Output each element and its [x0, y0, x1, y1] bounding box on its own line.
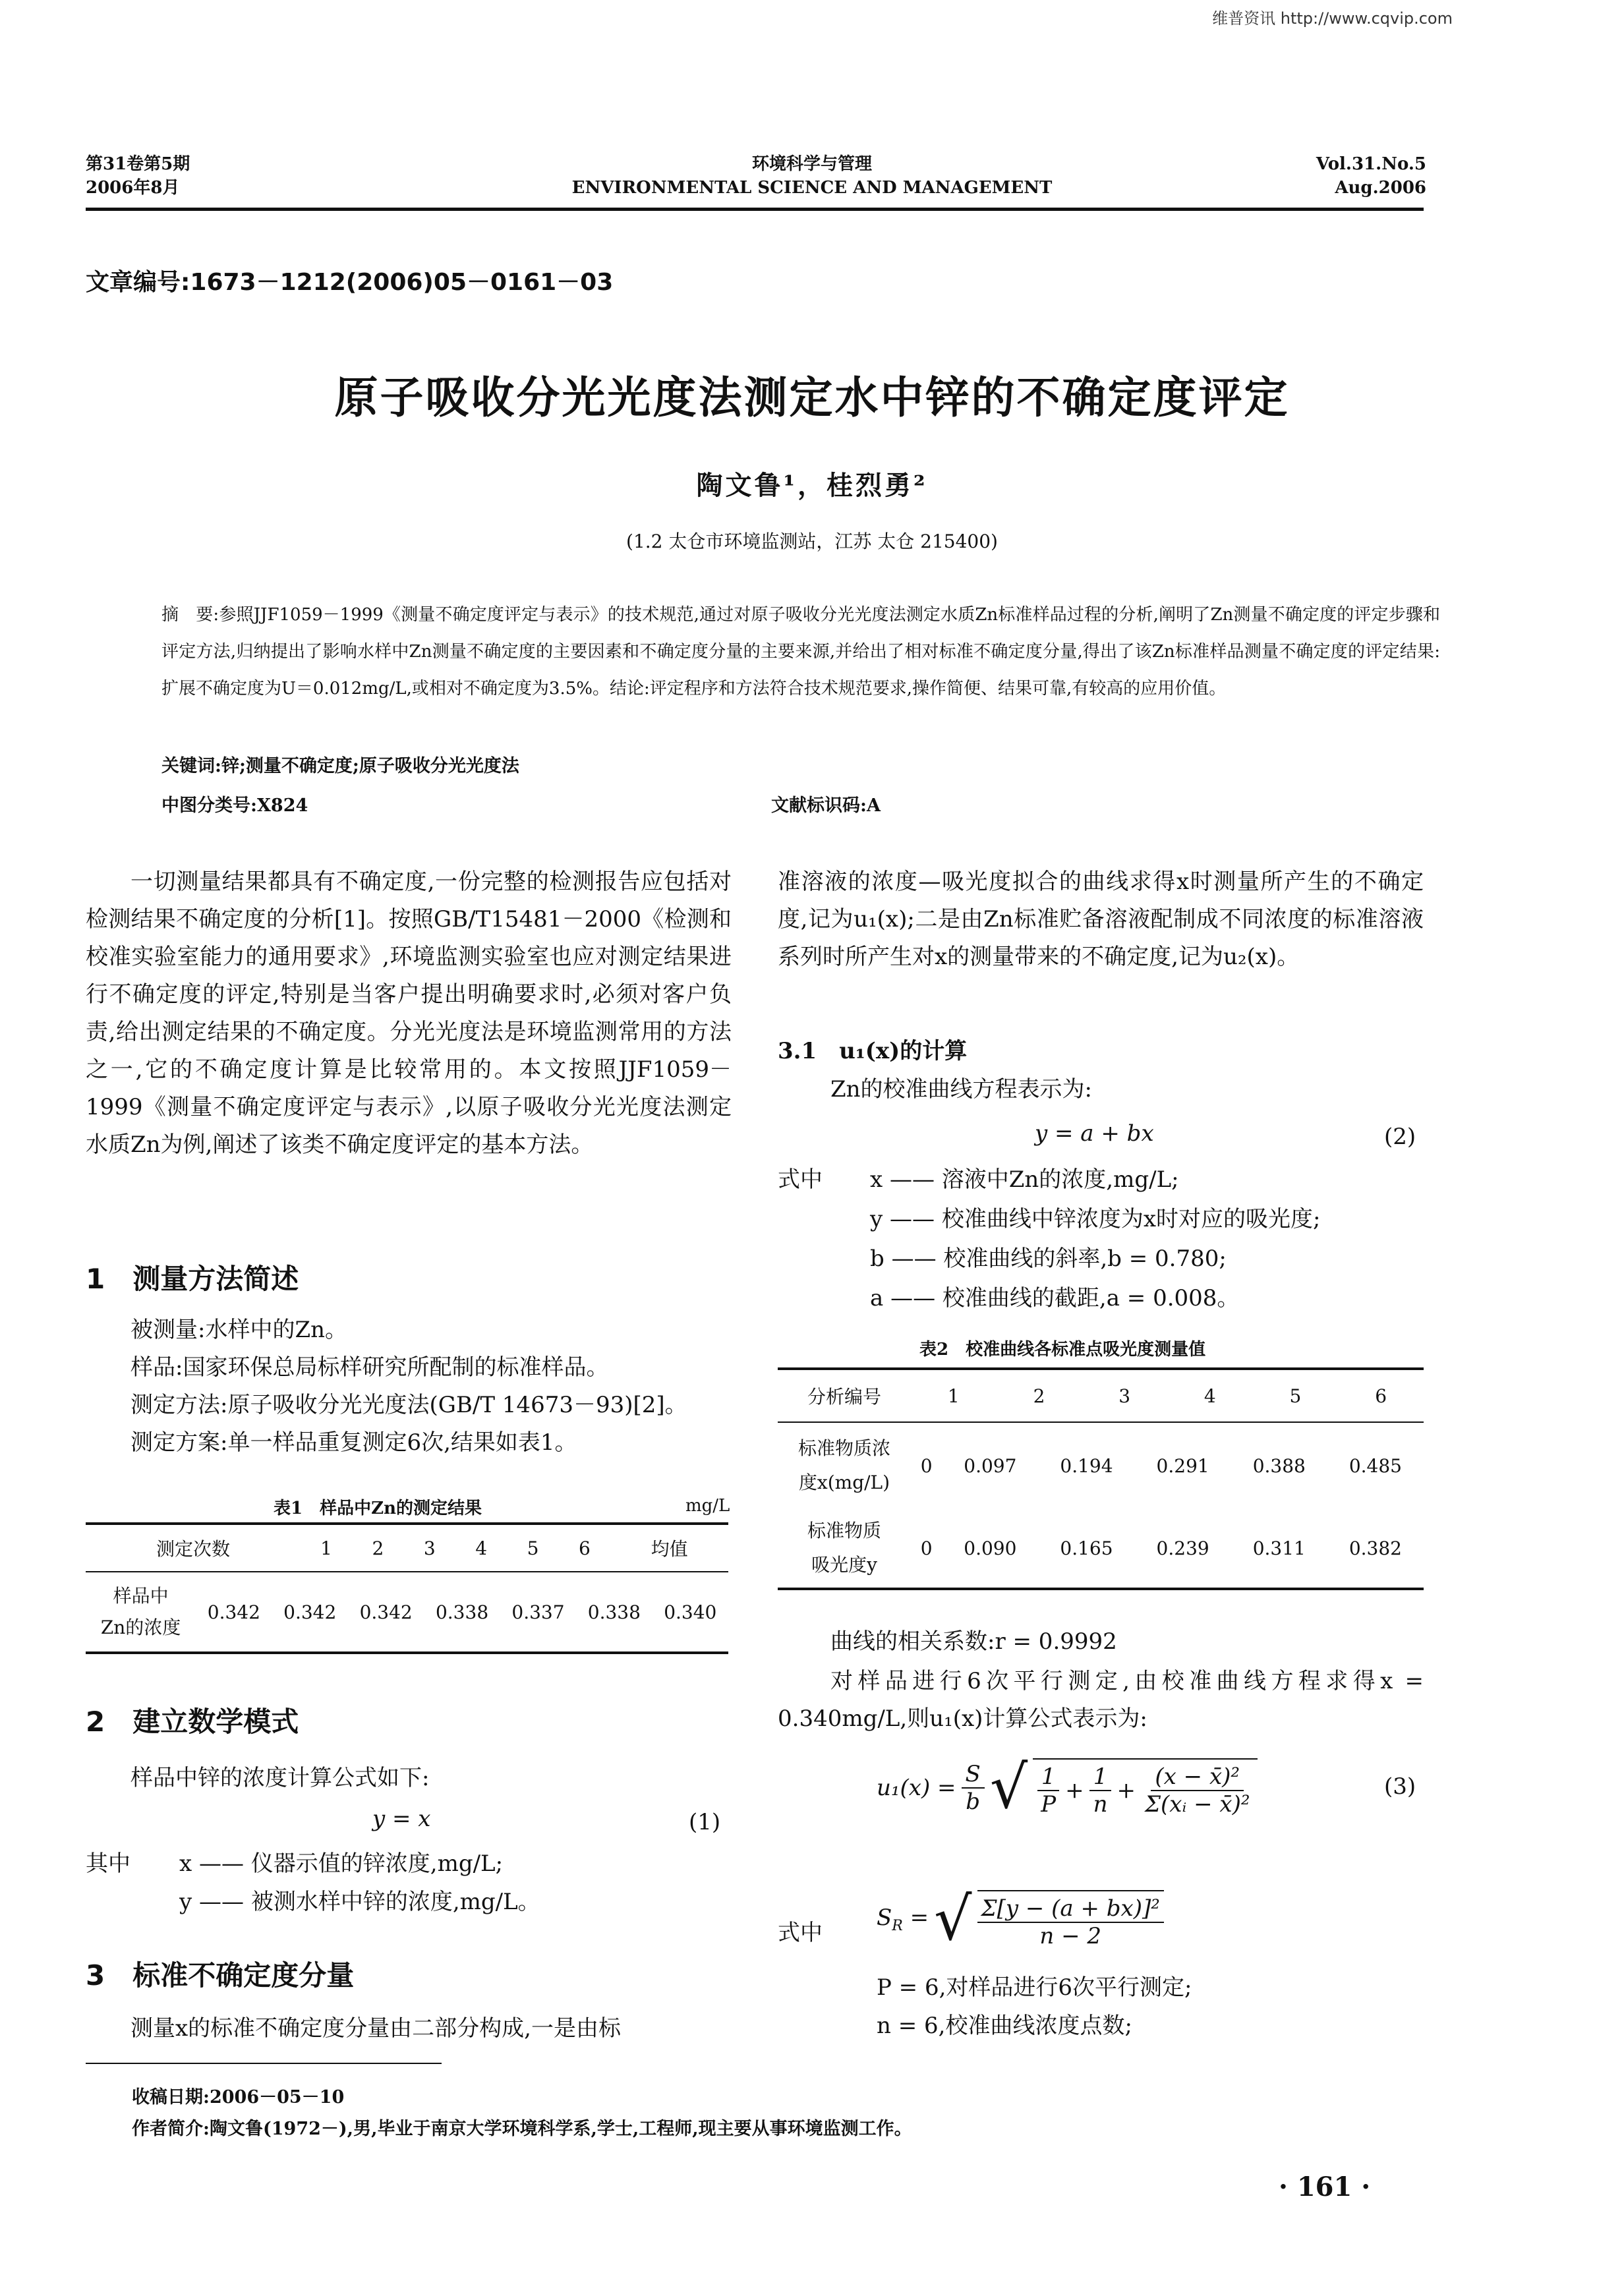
s1-measurand: 被测量:水样中的Zn。	[130, 1317, 347, 1343]
t1-cell: 0.340	[664, 1601, 717, 1623]
eq3-den: Σ(xᵢ − x̄)²	[1144, 1791, 1250, 1818]
t2-head: 2	[1033, 1385, 1045, 1407]
footnote-rule	[86, 2063, 442, 2064]
section-1-title: 1 测量方法简述	[86, 1263, 299, 1295]
definition-x: x —— 仪器示值的锌浓度,mg/L;	[179, 1851, 504, 1877]
t1-cell: 0.342	[283, 1601, 337, 1623]
sr-num: Σ[y − (a + bx)]²	[977, 1895, 1164, 1923]
journal-en: ENVIRONMENTAL SCIENCE AND MANAGEMENT	[571, 178, 1053, 198]
section-3-1-title: 3.1 u₁(x)的计算	[778, 1038, 968, 1064]
t2-cell: 0.239	[1156, 1537, 1209, 1559]
sqrt-icon: √	[934, 1885, 972, 1954]
received-date: 收稿日期:2006－05－10	[132, 2087, 345, 2108]
correlation-coefficient: 曲线的相关系数:r = 0.9992	[830, 1628, 1117, 1655]
t1-head: 1	[320, 1537, 332, 1559]
s1-scheme: 测定方案:单一样品重复测定6次,结果如表1。	[130, 1429, 577, 1456]
t1-rowlabel: Zn的浓度	[100, 1617, 181, 1638]
t2-cell: 0.311	[1252, 1537, 1306, 1559]
t2-cell: 0.291	[1156, 1454, 1209, 1477]
s3-text: 测量x的标准不确定度分量由二部分构成,一是由标	[130, 2015, 621, 2042]
where-label-2: 式中	[778, 1166, 823, 1193]
table-1-unit: mg/L	[685, 1496, 730, 1516]
table-1-caption: 表1 样品中Zn的测定结果	[274, 1499, 482, 1518]
t2-cell: 0.165	[1060, 1537, 1113, 1559]
t1-cell: 0.337	[511, 1601, 565, 1623]
equation-1-number: (1)	[689, 1809, 721, 1835]
table-2	[778, 1367, 1424, 1590]
author-bio: 作者简介:陶文鲁(1972－),男,毕业于南京大学环境科学系,学士,工程师,现主要从事环境监测工作。	[132, 2119, 912, 2139]
journal-cn: 环境科学与管理	[751, 154, 872, 174]
sample-measure-text: 对样品进行6次平行测定,由校准曲线方程求得x = 0.340mg/L,则u₁(x)计算公式表示为:	[778, 1668, 1424, 1732]
table-1	[86, 1522, 728, 1654]
table-2-caption: 表2 校准曲线各标准点吸光度测量值	[919, 1340, 1206, 1360]
t2-cell: 0.097	[964, 1454, 1017, 1477]
t2-head: 4	[1204, 1385, 1216, 1407]
eq3-P: P	[1041, 1791, 1057, 1818]
t2-head: 3	[1118, 1385, 1131, 1407]
eq3-one: 1	[1089, 1764, 1112, 1791]
equation-1: y = x	[372, 1806, 431, 1832]
t1-head: 5	[527, 1537, 539, 1559]
t2-rowlabel: 标准物质浓	[798, 1437, 890, 1459]
watermark: 维普资讯 http://www.cqvip.com	[1212, 9, 1453, 28]
t2-head: 分析编号	[807, 1386, 881, 1408]
date-en: Aug.2006	[1335, 178, 1426, 198]
t2-head: 6	[1375, 1385, 1387, 1407]
page-title: 原子吸收分光光度法测定水中锌的不确定度评定	[334, 372, 1290, 423]
eq3-num: (x − x̄)²	[1151, 1764, 1244, 1791]
sqrt-icon: √	[989, 1753, 1028, 1822]
eq3-lhs: u₁(x) =	[877, 1774, 956, 1801]
where-label-3: 式中	[778, 1920, 823, 1946]
classification: 中图分类号:X824	[161, 795, 308, 816]
where-label: 其中	[86, 1851, 130, 1877]
t2-cell: 0.090	[964, 1537, 1017, 1559]
t2-cell: 0.388	[1252, 1454, 1306, 1477]
sr-den: n − 2	[1039, 1922, 1102, 1949]
right-paragraph: 准溶液的浓度—吸光度拟合的曲线求得x时测量所产生的不确定度,记为u₁(x);二是由Zn标准贮备溶液配制成不同浓度的标准溶液系列时所产生对x的测量带来的不确定度,记为u₂(x)。	[778, 869, 1424, 970]
affiliation: (1.2 太仓市环境监测站，江苏 太仓 215400)	[626, 531, 998, 552]
t1-head: 6	[579, 1537, 591, 1559]
volume-en: Vol.31.No.5	[1316, 154, 1426, 174]
equation-2: y = a + bx	[1035, 1120, 1154, 1147]
eq3-n: n	[1093, 1791, 1108, 1818]
equation-3-number: (3)	[1384, 1773, 1416, 1800]
p-definition: P = 6,对样品进行6次平行测定;	[877, 1974, 1192, 2001]
def-a: a —— 校准曲线的截距,a = 0.008。	[870, 1285, 1240, 1311]
calibration-text: Zn的校准曲线方程表示为:	[830, 1076, 1092, 1103]
n-definition: n = 6,校准曲线浓度点数;	[877, 2013, 1132, 2039]
t1-head: 4	[475, 1537, 488, 1559]
t1-head: 均值	[651, 1538, 688, 1560]
t1-head: 测定次数	[156, 1538, 230, 1560]
eq3-one: 1	[1037, 1764, 1060, 1791]
t2-cell: 0.382	[1348, 1537, 1402, 1559]
t2-cell: 0.485	[1348, 1454, 1402, 1477]
t2-rowlabel: 度x(mg/L)	[798, 1472, 890, 1493]
volume-cn: 第31卷第5期	[86, 154, 190, 174]
t2-rowlabel: 标准物质	[807, 1520, 881, 1541]
equation-3: u₁(x) = $\frac{S}{b}$ √ $\frac{1}{P}$ + $\frac{1}{n}$ + $\frac{\text{(x − x̄)²}}{\text{Σ(xᵢ − x̄)²}}$	[877, 1753, 1258, 1822]
equation-2-number: (2)	[1384, 1124, 1416, 1150]
authors: 陶文鲁¹，桂烈勇²	[696, 470, 928, 501]
eq3-sr: S	[962, 1761, 985, 1789]
keywords: 关键词:锌;测量不确定度;原子吸收分光光度法	[161, 756, 519, 776]
t1-rowlabel: 样品中	[113, 1585, 169, 1607]
t2-cell: 0.194	[1060, 1454, 1113, 1477]
sr-lhs: S	[877, 1905, 892, 1932]
eq3-b: b	[966, 1788, 981, 1815]
header-rule	[86, 208, 1424, 211]
t1-cell: 0.342	[359, 1601, 413, 1623]
def-y: y —— 校准曲线中锌浓度为x时对应的吸光度;	[870, 1206, 1321, 1232]
t2-rowlabel: 吸光度y	[811, 1554, 877, 1576]
s1-method: 测定方法:原子吸收分光光度法(GB/T 14673－93)[2]。	[130, 1392, 687, 1418]
page-number: · 161 ·	[1279, 2171, 1371, 2202]
t1-cell: 0.342	[207, 1601, 260, 1623]
section-2-title: 2 建立数学模式	[86, 1706, 299, 1738]
t2-head: 1	[947, 1385, 960, 1407]
t2-cell: 0	[920, 1537, 933, 1559]
t2-head: 5	[1289, 1385, 1302, 1407]
definition-y: y —— 被测水样中锌的浓度,mg/L。	[179, 1889, 540, 1915]
abstract: 摘 要:参照JJF1059－1999《测量不确定度评定与表示》的技术规范,通过对原子吸收分光光度法测定水质Zn标准样品过程的分析,阐明了Zn测量不确定度的评定步骤和评定方法,归纳提出了影响水样中Zn测量不确定度的主要因素和不确定度分量的主要来源,并给出了相对标准不确定度分量,得出了该Zn标准样品测量不确定度的评定结果:扩展不确定度为U＝0.012mg/L,或相对不确定度为3.5%。结论:评定程序和方法符合技术规范要求,操作简便、结果可靠,有较高的应用价值。	[161, 605, 1440, 699]
def-b: b —— 校准曲线的斜率,b = 0.780;	[870, 1246, 1227, 1272]
t1-cell: 0.338	[587, 1601, 641, 1623]
t1-cell: 0.338	[435, 1601, 489, 1623]
intro-paragraph: 一切测量结果都具有不确定度,一份完整的检测报告应包括对检测结果不确定度的分析[1]。按照GB/T15481－2000《检测和校准实验室能力的通用要求》,环境监测实验室也应对测定结果进行不确定度的评定,特别是当客户提出明确要求时,必须对客户负责,给出测定结果的不确定度。分光光度法是环境监测常用的方法之一,它的不确定度计算是比较常用的。本文按照JJF1059－1999《测量不确定度评定与表示》,以原子吸收分光光度法测定水质Zn为例,阐述了该类不确定度评定的基本方法。	[86, 869, 732, 1158]
section-3-title: 3 标准不确定度分量	[86, 1959, 355, 1992]
t1-head: 2	[372, 1537, 384, 1559]
article-number: 文章编号:1673－1212(2006)05－0161－03	[86, 269, 614, 296]
s2-text: 样品中锌的浓度计算公式如下:	[130, 1765, 430, 1791]
s1-sample: 样品:国家环保总局标样研究所配制的标准样品。	[130, 1354, 609, 1381]
def-x: x —— 溶液中Zn的浓度,mg/L;	[870, 1166, 1179, 1193]
t1-head: 3	[423, 1537, 436, 1559]
date-cn: 2006年8月	[86, 178, 180, 198]
equation-sr: $S_R$ = √ $\frac{\text{Σ[y − (a + bx)]²}}{n - 2}$	[877, 1885, 1164, 1954]
t2-cell: 0	[920, 1454, 933, 1477]
document-code: 文献标识码:A	[771, 795, 881, 816]
